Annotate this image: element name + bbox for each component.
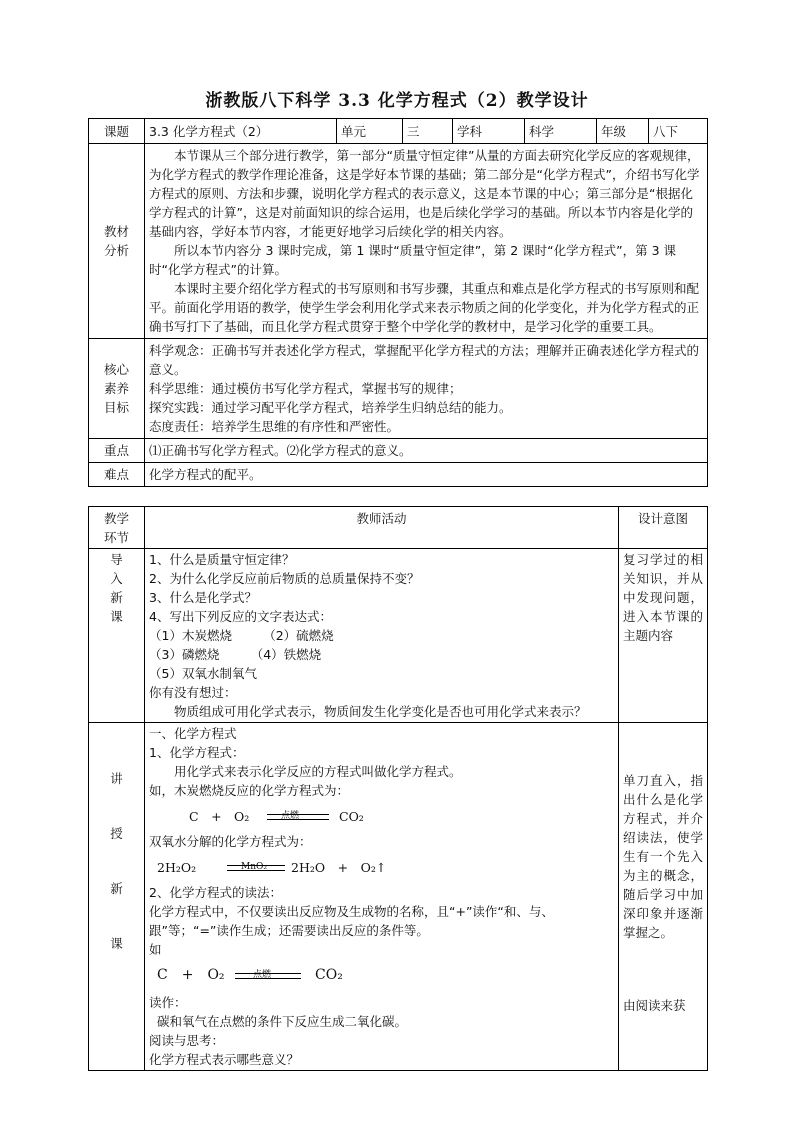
subject-value: 科学 xyxy=(525,119,597,144)
page-title: 浙教版八下科学 3.3 化学方程式（2）教学设计 xyxy=(205,91,589,111)
intro-line: 1、什么是质量守恒定律？ xyxy=(149,552,295,567)
stage-char: 课 xyxy=(110,936,123,951)
info-table xyxy=(88,118,708,487)
analysis-body xyxy=(145,144,708,339)
intro-activity xyxy=(145,549,619,723)
process-table xyxy=(88,506,708,1071)
equation-left: C + O₂ xyxy=(157,967,225,983)
stage-char: 新 xyxy=(110,881,123,896)
literacy-label-line: 核心 xyxy=(103,362,129,377)
grade-value: 八下 xyxy=(649,119,708,144)
process-header-row xyxy=(89,507,708,549)
stage-char: 导 xyxy=(110,552,123,567)
equation-right: 2H₂O + O₂↑ xyxy=(291,860,387,875)
literacy-row xyxy=(89,339,708,439)
intro-stage xyxy=(89,549,145,723)
unit-label: 单元 xyxy=(337,119,403,144)
literacy-line: 科学观念：正确书写并表述化学方程式，掌握配平化学方程式的方法；理解并正确表述化学方程式的意义。 xyxy=(149,343,700,377)
lesson-label: 课题 xyxy=(89,119,145,144)
literacy-label-line: 目标 xyxy=(103,400,129,415)
equation-right: CO₂ xyxy=(315,967,343,983)
stage-char: 入 xyxy=(110,571,123,586)
literacy-label xyxy=(89,339,145,439)
new-lesson-activity xyxy=(145,723,619,1071)
intent-text: 由阅读来获 xyxy=(623,998,686,1013)
example-intro: 双氧水分解的化学方程式为： xyxy=(149,834,312,849)
analysis-paragraph: 所以本节内容分 3 课时完成，第 1 课时“质量守恒定律”，第 2 课时“化学方程式”，第 3 课时“化学方程式”的计算。 xyxy=(149,243,677,277)
stage-column-header xyxy=(89,507,145,549)
stage-char: 授 xyxy=(110,826,123,841)
intro-intent: 复习学过的相关知识，并从中发现问题，进入本节课的主题内容 xyxy=(619,549,708,723)
subject-label: 学科 xyxy=(453,119,525,144)
stage-char: 课 xyxy=(110,609,123,624)
activity-column-header: 教师活动 xyxy=(145,507,619,549)
equation-condition: 点燃 xyxy=(281,811,300,821)
literacy-label-line: 素养 xyxy=(103,381,129,396)
section-heading: 一、化学方程式 xyxy=(149,726,237,741)
intro-line: 2、为什么化学反应前后物质的总质量保持不变？ xyxy=(149,571,420,586)
definition-text: 用化学式来表示化学反应的方程式叫做化学方程式。 xyxy=(174,764,462,779)
literacy-line: 探究实践：通过学习配平化学方程式，培养学生归纳总结的能力。 xyxy=(149,400,512,415)
example-intro: 如 xyxy=(149,942,162,957)
equation-peroxide-decomposition xyxy=(149,853,614,881)
lesson-value: 3.3 化学方程式（2） xyxy=(145,119,337,144)
new-lesson-intent xyxy=(619,723,708,1071)
grade-label: 年级 xyxy=(597,119,649,144)
equals-sign xyxy=(227,865,285,871)
equation-carbon-combustion-example xyxy=(149,961,614,991)
equation-left: 2H₂O₂ xyxy=(157,860,197,875)
new-lesson-row xyxy=(89,723,708,1071)
intro-line: 物质组成可用化学式表示，物质间发生化学变化是否也可用化学式来表示？ xyxy=(174,704,587,719)
intro-line: 3、什么是化学式？ xyxy=(149,590,257,605)
think-label: 阅读与思考： xyxy=(149,1033,225,1048)
intro-row xyxy=(89,549,708,723)
equation-condition: 点燃 xyxy=(253,970,272,980)
key-point-row xyxy=(89,439,708,463)
header-row xyxy=(89,119,708,144)
equals-sign xyxy=(235,973,301,979)
intro-line: 4、写出下列反应的文字表达式： xyxy=(149,609,332,624)
example-intro: 如，木炭燃烧反应的化学方程式为： xyxy=(149,783,350,798)
intent-column-header: 设计意图 xyxy=(619,507,708,549)
intro-line: （3）磷燃烧 （4）铁燃烧 xyxy=(149,647,322,662)
unit-value: 三 xyxy=(403,119,453,144)
meaning-question: 化学方程式表示哪些意义？ xyxy=(149,1052,300,1067)
analysis-label-text: 教材分析 xyxy=(103,224,129,258)
reading-rule: 化学方程式中，不仅要读出反应物及生成物的名称，且“+”读作“和、与、跟”等；“=”读作生成；还需要读出反应的条件等。 xyxy=(149,904,554,938)
literacy-line: 态度责任：培养学生思维的有序性和严密性。 xyxy=(149,419,400,434)
difficulty-text: 化学方程式的配平。 xyxy=(145,463,708,487)
equation-carbon-combustion xyxy=(149,802,614,830)
literacy-body xyxy=(145,339,708,439)
subheading: 1、化学方程式： xyxy=(149,745,245,760)
new-lesson-stage xyxy=(89,723,145,1071)
read-text: 碳和氧气在点燃的条件下反应生成二氧化碳。 xyxy=(157,1014,408,1029)
key-point-label: 重点 xyxy=(89,439,145,463)
stage-char: 讲 xyxy=(110,771,123,786)
intro-line: （5）双氧水制氧气 xyxy=(149,666,257,681)
subheading: 2、化学方程式的读法： xyxy=(149,885,282,900)
equation-left: C + O₂ xyxy=(189,809,250,824)
stage-char: 新 xyxy=(110,590,123,605)
key-point-text: ⑴正确书写化学方程式。⑵化学方程式的意义。 xyxy=(145,439,708,463)
equation-right: CO₂ xyxy=(339,809,364,824)
stage-header-line: 教学 xyxy=(103,511,129,526)
analysis-row xyxy=(89,144,708,339)
equals-sign xyxy=(267,814,329,820)
intro-line: 你有没有想过： xyxy=(149,685,237,700)
literacy-line: 科学思维：通过模仿书写化学方程式，掌握书写的规律； xyxy=(149,381,462,396)
intent-text: 单刀直入，指出什么是化学方程式，并介绍读法，使学生有一个先入为主的概念，随后学习中加深印象并逐渐掌握之。 xyxy=(623,773,703,940)
analysis-paragraph: 本节课从三个部分进行教学，第一部分“质量守恒定律”从量的方面去研究化学反应的客观规律，为化学方程式的教学作理论准备，这是学好本节课的基础；第二部分是“化学方程式”，介绍书写化学方程式的原则、方法和步骤，说明化学方程式的表示意义，这是本节课的中心；第三部分是“根据化学方程式的计算”，这是对前面知识的综合运用，也是后续化学学习的基础。所以本节内容是化学的基础内容，学好本节内容，才能更好地学习后续化学的相关内容。 xyxy=(149,148,700,239)
analysis-paragraph: 本课时主要介绍化学方程式的书写原则和书写步骤，其重点和难点是化学方程式的书写原则和配平。前面化学用语的教学，使学生学会利用化学式来表示物质之间的化学变化，并为化学方程式的正确书写打下了基础，而且化学方程式贯穿于整个中学化学的教材中，是学习化学的重要工具。 xyxy=(149,281,700,334)
equation-condition: MnO₂ xyxy=(241,862,267,872)
stage-header-line: 环节 xyxy=(103,530,129,545)
intro-line: （1）木炭燃烧 （2）硫燃烧 xyxy=(149,628,334,643)
difficulty-row xyxy=(89,463,708,487)
read-label: 读作： xyxy=(149,995,187,1010)
difficulty-label: 难点 xyxy=(89,463,145,487)
analysis-label xyxy=(89,144,145,339)
